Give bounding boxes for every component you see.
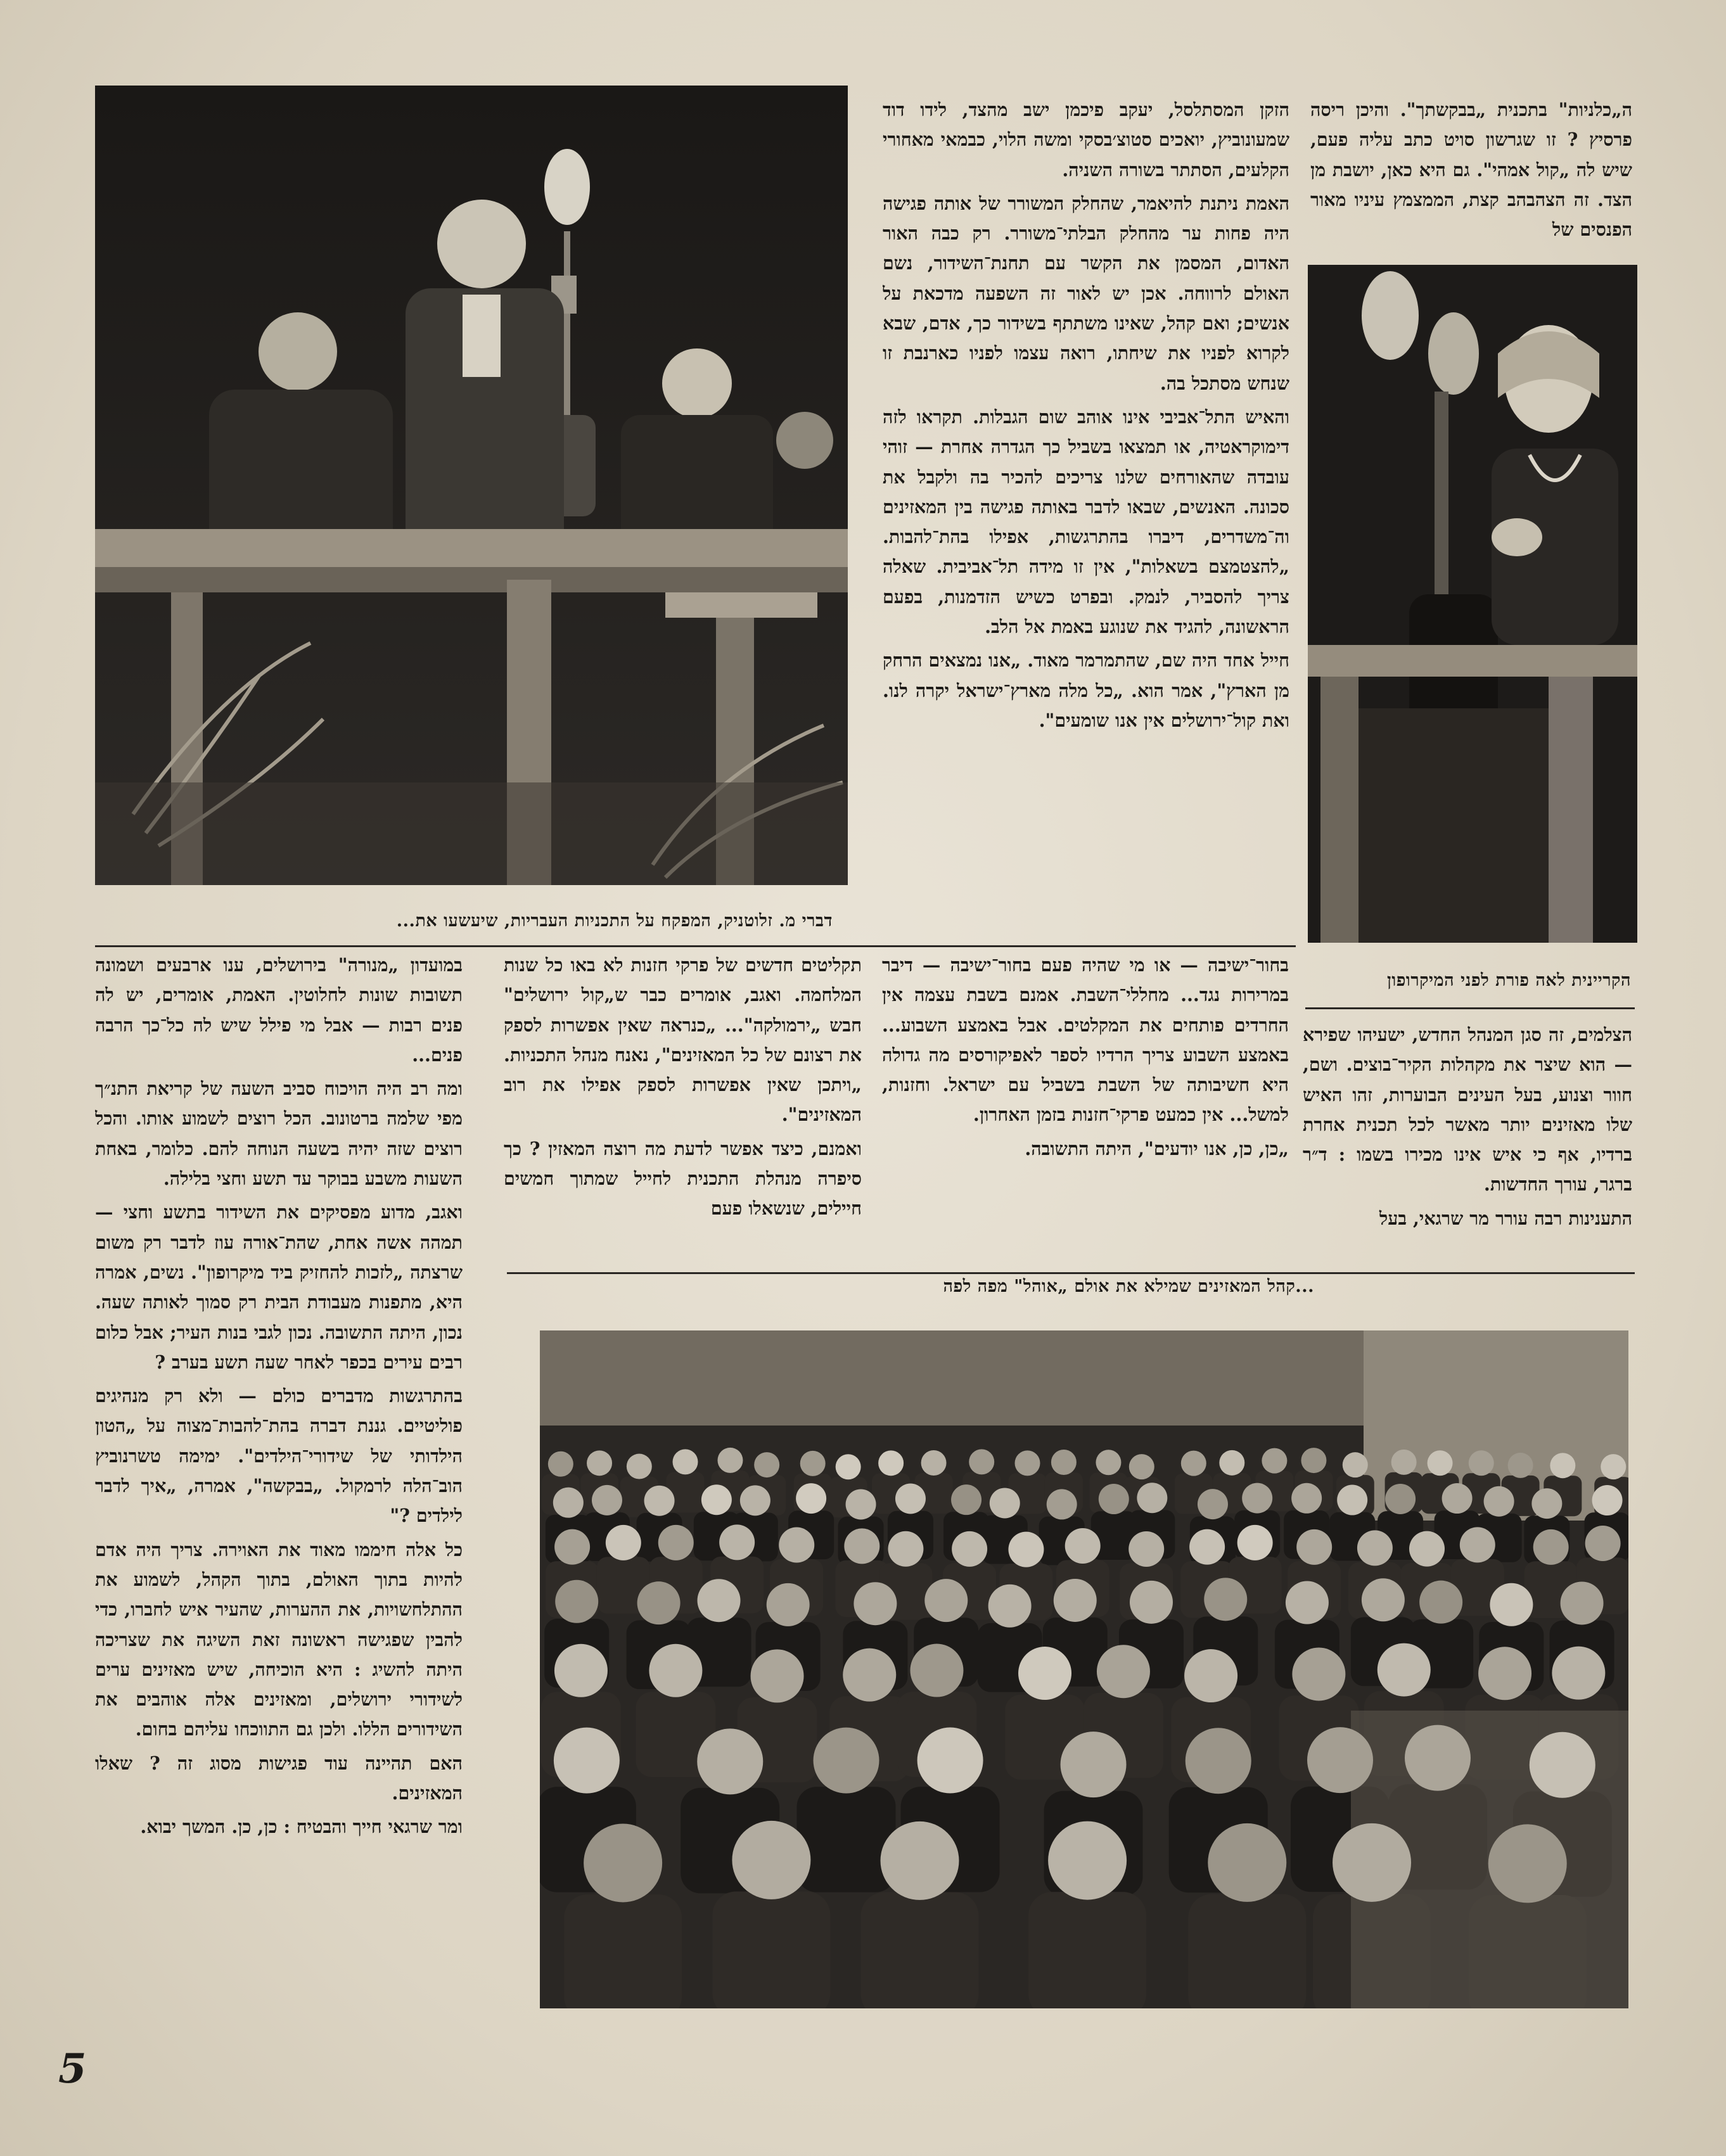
audience-head-shape [717, 1448, 743, 1473]
audience-photo-image [540, 1330, 1628, 2008]
audience-head-shape [1488, 1824, 1567, 1903]
paragraph: במועדון „מנורה" בירושלים, ענו ארבעים ושמונה תשובות שונות לחלוטין. האמת, אומרים, יש לה פנים רבות — אבל מי פילל שיש לה כל־כך הרבה פנים... [95, 954, 463, 1066]
audience-head-shape [732, 1821, 810, 1899]
audience-head-shape [1508, 1453, 1533, 1478]
audience-head-shape [921, 1450, 947, 1476]
audience-head-shape [1592, 1485, 1623, 1515]
speakers-caption-rule [95, 945, 1296, 947]
audience-head-shape [990, 1488, 1020, 1518]
audience-head-shape [751, 1649, 804, 1702]
audience-head-shape [1550, 1453, 1575, 1478]
column-left-long [95, 950, 463, 2065]
paragraph: ה„כלניות" בתכנית „בבקשתך". והיכן ריסה פרסיץ ? זו שגרשון סויט כתב עליה פעם, שיש לה „קול אמהי". גם היא כאן, יושבת מן הצד. זה הצהבהב קצת, הממצמץ עיניו מאור הפנסים של [1310, 99, 1632, 241]
audience-head-shape [1242, 1483, 1272, 1514]
paragraph: חייל אחד היה שם, שהתמרמר מאוד. „אנו נמצאים הרחק מן הארץ", אמר הוא. „כל מלה מארץ־ישראל יקרה לנו. ואת קול־ירושלים אין אנו שומעים". [883, 649, 1289, 731]
audience-head-shape [881, 1821, 959, 1900]
audience-head-shape [740, 1485, 770, 1515]
paragraph: ואגב, מדוע מפסיקים את השידור בתשע וחצי — תמהה אשה אחת, שהת־אורה עוז לדבר רק משום שרצתה „לזכות להחזיק ביד מיקרופון". נשים, אמרה היא, מתפנות מעבודת הבית רק סמוך לאותה שעה. נכון, היתה התשובה. נכון לגבי בנות העיר; אבל כלום רבים עירים בכפר לאחר שעה תשע בערב ? [95, 1201, 463, 1373]
audience-head-shape [969, 1449, 994, 1474]
audience-head-shape [836, 1454, 861, 1479]
audience-head-shape [1460, 1527, 1495, 1562]
audience-head-shape [555, 1580, 598, 1623]
page-number: 5 [58, 2045, 87, 2093]
audience-head-shape [1219, 1450, 1244, 1476]
audience-head-shape [1490, 1583, 1533, 1626]
audience-head-shape [1186, 1728, 1251, 1794]
paragraph: האם תהיינה עוד פגישות מסוג זה ? שאלו המאזינים. [95, 1752, 463, 1804]
audience-head-shape [1531, 1488, 1562, 1519]
audience-head-shape [673, 1449, 698, 1474]
audience-head-shape [1385, 1484, 1416, 1514]
audience-head-shape [1015, 1450, 1040, 1476]
paragraph: ומר שרגאי חייך והבטיח : כן, כן. המשך יבוא. [140, 1816, 463, 1838]
audience-head-shape [767, 1583, 810, 1626]
audience-head-shape [587, 1450, 612, 1476]
audience-head-shape [1047, 1489, 1077, 1519]
announcer-photo [1308, 265, 1637, 943]
audience-head-shape [1585, 1526, 1621, 1561]
audience-head-shape [1378, 1643, 1431, 1697]
speakers-photo-image [95, 86, 848, 885]
audience-head-shape [644, 1486, 675, 1516]
audience-head-shape [754, 1452, 779, 1477]
announcer-caption: הקריינית לאה פורת לפני המיקרופון [1386, 971, 1631, 990]
audience-head-shape [1198, 1489, 1228, 1519]
audience-head-shape [1478, 1647, 1531, 1700]
audience-head-shape [1391, 1450, 1417, 1475]
audience-head-shape [988, 1585, 1032, 1628]
column-right-mid [1303, 1020, 1632, 1258]
audience-head-shape [1129, 1454, 1154, 1479]
audience-head-shape [1208, 1823, 1286, 1902]
announcer-caption-rule [1305, 1007, 1635, 1009]
paragraph: הצלמים, זה סגן המנהל החדש, ישעיהו שפירא — הוא שיצר את מקהלות הקיר־בוצים. ושם, חוור וצנוע, בעל העינים הבוערות, זהו האיש שלו מאזינים יותר מאשר לכל תכנית אחרת ברדיו, אף כי איש אינו מכירו בשמו : ד״ר ברגר, עורך החדשות. [1303, 1024, 1632, 1196]
audience-head-shape [1484, 1486, 1514, 1517]
audience-head-shape [888, 1531, 923, 1567]
audience-head-shape [814, 1728, 879, 1794]
audience-head-shape [553, 1488, 584, 1518]
audience-head-shape [1128, 1531, 1164, 1567]
audience-head-shape [1097, 1645, 1150, 1698]
audience-head-shape [895, 1484, 926, 1514]
audience-head-shape [554, 1529, 590, 1565]
paragraph: כל אלה חיממו מאוד את האוירה. צריך היה אדם להיות בתוך האולם, בתוך הקהל, לשמוע את ההתלחשויות, את ההערות, שהעיר איש לחברו, כדי להבין שפגישה ראשונה זאת השיגה את שצריכה היתה להשיג : היא הוכיחה, שיש מאזינים ערים לשידורי ירושלים, ומאזינים אלה אוהבים את השידורים הללו. ולכן גם התווכחו עליהם בחום. [95, 1538, 463, 1740]
paragraph: בחור־ישיבה — או מי שהיה פעם בחור־ישיבה — דיבר במרירות נגד... מחללי־השבת. אמנם בשבת עצמה אין החרדים פותחים את המקלטים. אבל באמצע השבוע... באמצע השבוע צריך הרדיו לספר לאפיקורסים מה גדולה היא חשיבותה של השבת בשביל עם ישראל. וחזנות, למשל... אין כמעט פרקי־חזנות בזמן האחרון. [882, 954, 1289, 1126]
audience-head-shape [779, 1528, 814, 1563]
audience-head-shape [1530, 1732, 1595, 1798]
audience-head-shape [1601, 1454, 1626, 1479]
audience-head-shape [796, 1483, 826, 1514]
column-middle-top [883, 95, 1289, 900]
paragraph: „כן, כן, אנו יודעים", היתה התשובה. [1025, 1137, 1289, 1159]
audience-head-shape [1008, 1532, 1044, 1567]
audience-head-shape [1362, 1578, 1405, 1621]
audience-head-shape [846, 1489, 876, 1519]
audience-head-shape [1343, 1452, 1368, 1477]
audience-body-shape [861, 1892, 979, 2008]
audience-head-shape [1286, 1581, 1329, 1624]
audience-head-shape [548, 1451, 573, 1477]
audience-head-shape [853, 1582, 897, 1625]
audience-head-shape [1054, 1579, 1097, 1622]
audience-head-shape [844, 1528, 879, 1564]
audience-head-shape [554, 1728, 620, 1794]
audience-head-shape [1099, 1484, 1129, 1514]
audience-head-shape [1184, 1649, 1237, 1702]
audience-head-shape [952, 1531, 987, 1567]
audience-head-shape [1262, 1448, 1287, 1474]
speakers-photo [95, 86, 848, 885]
audience-head-shape [1337, 1485, 1367, 1515]
paragraph: תקליטים חדשים של פרקי חזנות לא באו כל שנות המלחמה. ואגב, אומרים כבר ש„קול ירושלים" חבש „ירמולקה"... „כנראה שאין אפשרות לספק את רצונם של כל המאזינים", נאנח מנהל התכניות. „ויתכן שאין אפשרות לספק אפילו את רוב המאזינים". [504, 954, 862, 1126]
audience-head-shape [1130, 1581, 1173, 1624]
audience-head-shape [878, 1450, 904, 1476]
audience-head-shape [1237, 1525, 1273, 1560]
announcer-photo-image [1308, 265, 1637, 943]
audience-head-shape [1061, 1732, 1127, 1797]
audience-head-shape [917, 1728, 983, 1794]
audience-head-shape [1204, 1578, 1247, 1621]
speakers-caption: דברי מ. זלוטניק, המפקח על התכניות העבריות, שיעשעו את... [396, 911, 833, 931]
audience-body-shape [797, 1787, 896, 1892]
audience-head-shape [951, 1484, 981, 1515]
audience-head-shape [1137, 1483, 1167, 1513]
audience-head-shape [1296, 1529, 1332, 1565]
paragraph: בהתרגשות מדברים כולם — ולא רק מנהיגים פוליטיים. גננת דברה בהת־להבות־מצוה על „הטון הילדותי של שידורי־הילדים". ימימה טשרנוביץ הוב־הלה לרמקול. „בבקשה", אמרה, „איך לדבר לילדים ?" [95, 1385, 463, 1527]
audience-head-shape [697, 1728, 763, 1794]
audience-head-shape [592, 1485, 622, 1515]
audience-head-shape [1405, 1725, 1471, 1791]
bottom-section-rule [507, 1272, 1635, 1274]
audience-head-shape [1552, 1647, 1605, 1700]
audience-head-shape [1419, 1581, 1462, 1624]
audience-head-shape [1292, 1647, 1345, 1700]
column-center-mid [504, 950, 862, 1261]
audience-body-shape [564, 1894, 682, 2008]
audience-head-shape [698, 1579, 741, 1622]
audience-head-shape [1301, 1448, 1326, 1473]
paragraph: התענינות רבה עורר מר שרגאי, בעל [1379, 1207, 1632, 1229]
paragraph: האמת ניתנת להיאמר, שהחלק המשורר של אותה פגישה היה פחות ער מהחלק הבלתי־משורר. רק כבה האור האדום, המסמן את הקשר עם תחנת־השידור, נשם האולם לרווחה. אכן יש לאור זה השפעה מדכאת על אנשים; ואם קהל, שאינו משתתף בשידור כך, אדם, שבא לקרוא לפניו את שיחתו, רואה עצמו לפניו כארנבת זו שנחש מסתכל בה. [883, 192, 1289, 394]
audience-head-shape [924, 1579, 968, 1622]
audience-photo [540, 1330, 1628, 2008]
paragraph: ואמנם, כיצד אפשר לדעת מה רוצה המאזין ? כך סיפרה מנהלת התכנית לחייל שמתוך חמשים חיילים, שנשאלו פעם [504, 1137, 862, 1220]
audience-head-shape [910, 1644, 963, 1697]
audience-head-shape [1533, 1529, 1569, 1565]
audience-head-shape [637, 1581, 681, 1624]
audience-caption: ...קהל המאזינים שמילא את אולם „אוהל" מפה לפה [943, 1277, 1314, 1296]
audience-head-shape [1189, 1529, 1225, 1565]
audience-head-shape [1561, 1581, 1604, 1624]
column-right-top [1310, 95, 1632, 250]
audience-head-shape [1065, 1528, 1101, 1564]
audience-head-shape [719, 1524, 755, 1560]
audience-body-shape [1028, 1892, 1146, 2008]
audience-head-shape [1357, 1530, 1393, 1566]
column-middle-mid [882, 950, 1289, 1261]
audience-head-shape [627, 1454, 652, 1479]
paragraph: והאיש התל־אביבי אינו אוהב שום הגבלות. תקראו לזה דימוקראטיה, או תמצאו בשביל כך הגדרה אחרת — זוהי עובדה שהאורחים שלנו צריכים להכיר בה ולקבל את סכונה. האנשים, שבאו לדבר באותה פגישה בין המאזינים וה־משדרים, דיברו בהתרגשות, אפילו בהת־להבות. „להצטמצם בשאלות", אין זו מידה תל־אביבית. שאלה צריך להסביר, לנמק. ובפרט כשיש הזדמנות, בפעם הראשונה, להגיד את שנוגע באמת אל הלב. [883, 405, 1289, 638]
audience-head-shape [1018, 1647, 1071, 1700]
audience-head-shape [1291, 1483, 1322, 1514]
audience-body-shape [1188, 1894, 1306, 2008]
paragraph: הזקן המסתלסל, יעקב פיכמן ישב מהצד, לידו דוד שמעונוביץ, יואכים סטוצ׳בסקי ומשה הלוי, כבמאי מאחורי הקלעים, הסתתר בשורה השניה. [883, 99, 1289, 181]
audience-head-shape [701, 1484, 732, 1515]
audience-head-shape [1048, 1821, 1127, 1900]
audience-head-shape [1307, 1727, 1373, 1793]
audience-head-shape [1051, 1450, 1077, 1475]
audience-head-shape [843, 1649, 896, 1702]
audience-head-shape [1442, 1483, 1473, 1514]
audience-head-shape [1181, 1451, 1206, 1476]
paragraph: ומה רב היה הויכוח סביב השעה של קריאת התנ״ך מפי שלמה ברטונוב. הכל רוצים לשמוע אותו. והכל רוצים שזה יהיה בשעה הנוחה להם. כלומר, באחת השעות משבע בבוקר עד תשע וחצי בלילה. [95, 1078, 463, 1190]
audience-head-shape [1409, 1531, 1445, 1567]
audience-body-shape [712, 1891, 830, 2008]
audience-head-shape [554, 1644, 608, 1697]
audience-head-shape [1428, 1450, 1453, 1476]
audience-head-shape [800, 1451, 826, 1476]
audience-head-shape [649, 1644, 702, 1697]
audience-head-shape [1333, 1823, 1411, 1902]
audience-head-shape [584, 1823, 662, 1902]
audience-head-shape [658, 1525, 694, 1560]
audience-head-shape [1096, 1450, 1121, 1475]
audience-head-shape [606, 1525, 641, 1560]
audience-head-shape [1469, 1450, 1494, 1476]
